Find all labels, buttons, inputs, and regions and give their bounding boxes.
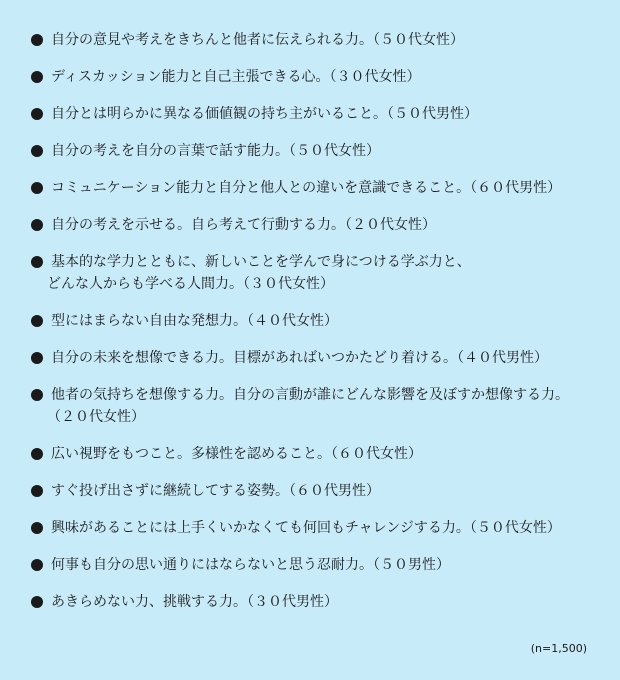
item-text: 自分の意見や考えをきちんと他者に伝えられる力。（５０代女性） xyxy=(51,32,464,48)
item-text: あきらめない力、挑戦する力。（３０代男性） xyxy=(51,594,338,610)
item-text: 何事も自分の思い通りにはならないと思う忍耐力。（５０男性） xyxy=(51,557,450,573)
bullet-icon xyxy=(31,182,43,194)
bullet-icon xyxy=(31,559,43,571)
bullet-icon xyxy=(31,352,43,364)
comment-list xyxy=(31,29,611,628)
item-text-continued: どんな人からも学べる人間力。（３０代女性） xyxy=(47,276,334,292)
bullet-icon xyxy=(31,522,43,534)
item-text: すぐ投げ出さずに継続してする姿勢。（６０代男性） xyxy=(51,483,380,499)
sample-size-note: (n=1,500) xyxy=(530,642,587,655)
list-item xyxy=(31,140,611,162)
item-text: コミュニケーション能力と自分と他人との違いを意識できること。（６０代男性） xyxy=(51,180,562,196)
bullet-icon xyxy=(31,145,43,157)
bullet-icon xyxy=(31,596,43,608)
bullet-icon xyxy=(31,389,43,401)
item-text: 基本的な学力とともに、新しいことを学んで身につける学ぶ力と、 xyxy=(51,254,471,270)
list-item xyxy=(31,177,611,199)
bullet-icon xyxy=(31,485,43,497)
list-item xyxy=(31,310,611,332)
bullet-icon xyxy=(31,315,43,327)
list-item xyxy=(31,29,611,51)
item-text: ディスカッション能力と自己主張できる心。（３０代女性） xyxy=(51,69,421,85)
list-item xyxy=(31,66,611,88)
bullet-icon xyxy=(31,34,43,46)
list-item xyxy=(31,443,611,465)
item-text: 興味があることには上手くいかなくても何回もチャレンジする力。（５０代女性） xyxy=(51,520,561,536)
bullet-icon xyxy=(31,219,43,231)
item-text: 他者の気持ちを想像する力。自分の言動が誰にどんな影響を及ぼすか想像する力。 xyxy=(51,387,569,403)
list-item xyxy=(31,384,611,428)
item-text: 自分とは明らかに異なる価値観の持ち主がいること。（５０代男性） xyxy=(51,106,478,122)
bullet-icon xyxy=(31,448,43,460)
list-item xyxy=(31,347,611,369)
list-item xyxy=(31,480,611,502)
item-text: 型にはまらない自由な発想力。（４０代女性） xyxy=(51,313,338,329)
item-text: 広い視野をもつこと。多様性を認めること。（６０代女性） xyxy=(51,446,422,462)
item-text-continued: （２０代女性） xyxy=(47,409,145,425)
bullet-icon xyxy=(31,108,43,120)
list-item xyxy=(31,251,611,295)
item-text: 自分の考えを自分の言葉で話す能力。（５０代女性） xyxy=(51,143,380,159)
bullet-icon xyxy=(31,71,43,83)
list-item xyxy=(31,554,611,576)
item-text: 自分の考えを示せる。自ら考えて行動する力。（２０代女性） xyxy=(51,217,436,233)
bullet-icon xyxy=(31,256,43,268)
list-item xyxy=(31,591,611,613)
list-item xyxy=(31,517,611,539)
list-item xyxy=(31,214,611,236)
item-text: 自分の未来を想像できる力。目標があればいつかたどり着ける。（４０代男性） xyxy=(51,350,548,366)
list-item xyxy=(31,103,611,125)
